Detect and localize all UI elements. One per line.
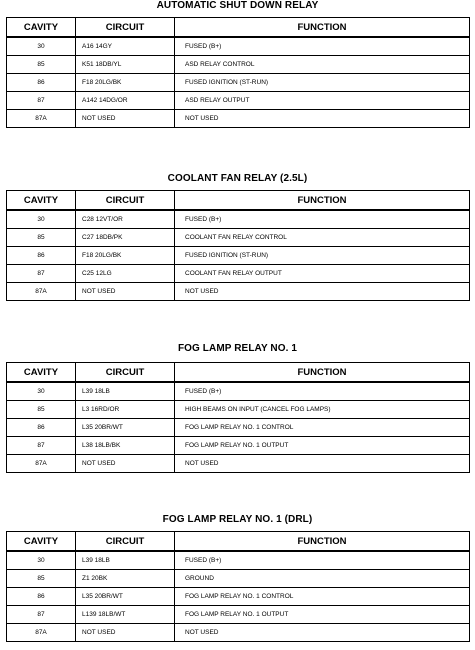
table-row xyxy=(7,419,470,437)
cavity-cell: 85 xyxy=(7,56,76,74)
circuit-cell: C27 18DB/PK xyxy=(76,229,175,247)
function-cell: FOG LAMP RELAY NO. 1 CONTROL xyxy=(175,419,470,437)
cavity-cell: 87 xyxy=(7,92,76,110)
function-cell: NOT USED xyxy=(175,283,470,301)
fog-lamp-relay-title: FOG LAMP RELAY NO. 1 xyxy=(177,343,298,354)
table-row xyxy=(7,229,470,247)
cavity-cell: 87 xyxy=(7,437,76,455)
cavity-cell: 86 xyxy=(7,588,76,606)
cavity-header: CAVITY xyxy=(7,191,76,211)
function-cell: NOT USED xyxy=(175,624,470,642)
table-row xyxy=(7,382,470,401)
circuit-header: CIRCUIT xyxy=(76,191,175,211)
table-row xyxy=(7,110,470,128)
cavity-cell: 30 xyxy=(7,37,76,56)
function-cell: NOT USED xyxy=(175,110,470,128)
table-row xyxy=(7,606,470,624)
coolant-fan-relay-title: COOLANT FAN RELAY (2.5L) xyxy=(167,173,308,184)
table-row xyxy=(7,92,470,110)
cavity-cell: 87A xyxy=(7,624,76,642)
circuit-cell: C28 12VT/OR xyxy=(76,210,175,229)
cavity-cell: 85 xyxy=(7,401,76,419)
asd-relay-title: AUTOMATIC SHUT DOWN RELAY xyxy=(156,0,319,11)
circuit-cell: NOT USED xyxy=(76,624,175,642)
function-cell: NOT USED xyxy=(175,455,470,473)
circuit-header: CIRCUIT xyxy=(76,363,175,383)
circuit-cell: K51 18DB/YL xyxy=(76,56,175,74)
cavity-cell: 87A xyxy=(7,110,76,128)
function-cell: GROUND xyxy=(175,570,470,588)
table-header-row xyxy=(7,363,470,383)
fog-lamp-relay-drl-title: FOG LAMP RELAY NO. 1 (DRL) xyxy=(162,514,313,525)
circuit-cell: NOT USED xyxy=(76,283,175,301)
table-row xyxy=(7,437,470,455)
table-header-row xyxy=(7,18,470,38)
cavity-cell: 30 xyxy=(7,551,76,570)
function-cell: COOLANT FAN RELAY CONTROL xyxy=(175,229,470,247)
function-header: FUNCTION xyxy=(175,191,470,211)
function-cell: FUSED (B+) xyxy=(175,210,470,229)
cavity-cell: 86 xyxy=(7,74,76,92)
table-row xyxy=(7,588,470,606)
function-header: FUNCTION xyxy=(175,18,470,38)
cavity-header: CAVITY xyxy=(7,363,76,383)
cavity-cell: 30 xyxy=(7,382,76,401)
table-row xyxy=(7,624,470,642)
circuit-cell: L38 18LB/BK xyxy=(76,437,175,455)
circuit-cell: A142 14DG/OR xyxy=(76,92,175,110)
circuit-cell: NOT USED xyxy=(76,455,175,473)
circuit-cell: F18 20LG/BK xyxy=(76,74,175,92)
function-header: FUNCTION xyxy=(175,532,470,552)
table-row xyxy=(7,455,470,473)
table-row xyxy=(7,247,470,265)
function-cell: FUSED (B+) xyxy=(175,551,470,570)
cavity-header: CAVITY xyxy=(7,532,76,552)
cavity-cell: 85 xyxy=(7,570,76,588)
cavity-cell: 86 xyxy=(7,247,76,265)
circuit-header: CIRCUIT xyxy=(76,532,175,552)
circuit-cell: F18 20LG/BK xyxy=(76,247,175,265)
function-cell: ASD RELAY OUTPUT xyxy=(175,92,470,110)
function-cell: FUSED IGNITION (ST-RUN) xyxy=(175,74,470,92)
cavity-cell: 86 xyxy=(7,419,76,437)
function-cell: FUSED IGNITION (ST-RUN) xyxy=(175,247,470,265)
circuit-cell: L39 18LB xyxy=(76,551,175,570)
fog-lamp-relay-drl-table xyxy=(6,531,470,642)
circuit-cell: Z1 20BK xyxy=(76,570,175,588)
cavity-cell: 30 xyxy=(7,210,76,229)
function-cell: FUSED (B+) xyxy=(175,382,470,401)
circuit-cell: L35 20BR/WT xyxy=(76,588,175,606)
circuit-cell: L39 18LB xyxy=(76,382,175,401)
cavity-cell: 87A xyxy=(7,283,76,301)
cavity-header: CAVITY xyxy=(7,18,76,38)
cavity-cell: 87A xyxy=(7,455,76,473)
fog-lamp-relay-table xyxy=(6,362,470,473)
function-cell: FOG LAMP RELAY NO. 1 CONTROL xyxy=(175,588,470,606)
function-cell: FOG LAMP RELAY NO. 1 OUTPUT xyxy=(175,437,470,455)
table-row xyxy=(7,551,470,570)
table-header-row xyxy=(7,191,470,211)
table-row xyxy=(7,37,470,56)
table-row xyxy=(7,283,470,301)
cavity-cell: 87 xyxy=(7,265,76,283)
table-row xyxy=(7,74,470,92)
table-row xyxy=(7,265,470,283)
cavity-cell: 87 xyxy=(7,606,76,624)
function-cell: FOG LAMP RELAY NO. 1 OUTPUT xyxy=(175,606,470,624)
circuit-cell: L139 18LB/WT xyxy=(76,606,175,624)
coolant-fan-relay-table xyxy=(6,190,470,301)
table-row xyxy=(7,210,470,229)
circuit-cell: L3 16RD/OR xyxy=(76,401,175,419)
function-cell: HIGH BEAMS ON INPUT (CANCEL FOG LAMPS) xyxy=(175,401,470,419)
function-header: FUNCTION xyxy=(175,363,470,383)
circuit-header: CIRCUIT xyxy=(76,18,175,38)
table-row xyxy=(7,401,470,419)
circuit-cell: A16 14GY xyxy=(76,37,175,56)
function-cell: ASD RELAY CONTROL xyxy=(175,56,470,74)
table-row xyxy=(7,570,470,588)
function-cell: FUSED (B+) xyxy=(175,37,470,56)
table-header-row xyxy=(7,532,470,552)
circuit-cell: C25 12LG xyxy=(76,265,175,283)
function-cell: COOLANT FAN RELAY OUTPUT xyxy=(175,265,470,283)
asd-relay-table xyxy=(6,17,470,128)
cavity-cell: 85 xyxy=(7,229,76,247)
circuit-cell: NOT USED xyxy=(76,110,175,128)
table-row xyxy=(7,56,470,74)
circuit-cell: L35 20BR/WT xyxy=(76,419,175,437)
